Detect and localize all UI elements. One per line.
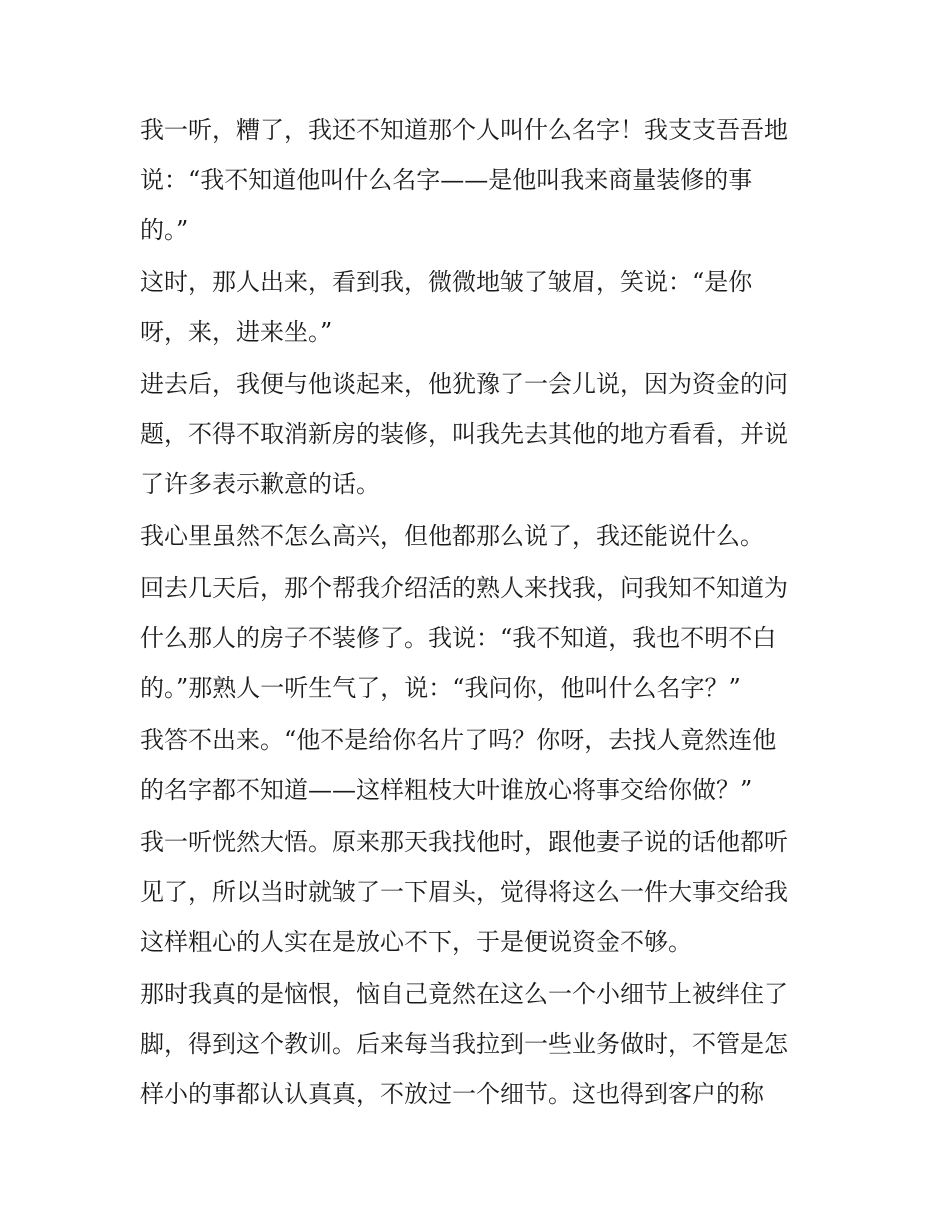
text-line: 进去后，我便与他谈起来，他犹豫了一会儿说，因为资金的问	[140, 370, 788, 398]
text-line: 了许多表示歉意的话。	[140, 470, 380, 498]
text-line: 的名字都不知道——这样粗枝大叶谁放心将事交给你做？”	[140, 776, 753, 804]
text-line: 我心里虽然不怎么高兴，但他都那么说了，我还能说什么。	[140, 522, 764, 550]
text-line: 什么那人的房子不装修了。我说：“我不知道，我也不明不白	[140, 624, 777, 652]
text-line: 样小的事都认认真真，不放过一个细节。这也得到客户的称	[140, 1080, 764, 1108]
text-line: 我一听，糟了，我还不知道那个人叫什么名字！我支支吾吾地	[140, 116, 788, 144]
text-line: 这时，那人出来，看到我，微微地皱了皱眉，笑说：“是你	[140, 268, 753, 296]
text-line: 我一听恍然大悟。原来那天我找他时，跟他妻子说的话他都听	[140, 828, 788, 856]
text-line: 题，不得不取消新房的装修，叫我先去其他的地方看看，并说	[140, 420, 788, 448]
text-line: 我答不出来。“他不是给你名片了吗？你呀，去找人竟然连他	[140, 726, 777, 754]
text-line: 回去几天后，那个帮我介绍活的熟人来找我，问我知不知道为	[140, 574, 788, 602]
text-line: 见了，所以当时就皱了一下眉头，觉得将这么一件大事交给我	[140, 878, 788, 906]
text-line: 的。”那熟人一听生气了，说：“我问你，他叫什么名字？”	[140, 674, 741, 702]
text-line: 那时我真的是恼恨，恼自己竟然在这么一个小细节上被绊住了	[140, 980, 788, 1008]
text-line: 的。”	[140, 216, 189, 244]
text-line: 呀，来，进来坐。”	[140, 318, 333, 346]
text-line: 这样粗心的人实在是放心不下，于是便说资金不够。	[140, 928, 692, 956]
text-line: 说：“我不知道他叫什么名字——是他叫我来商量装修的事	[140, 166, 753, 194]
text-line: 脚，得到这个教训。后来每当我拉到一些业务做时，不管是怎	[140, 1030, 788, 1058]
